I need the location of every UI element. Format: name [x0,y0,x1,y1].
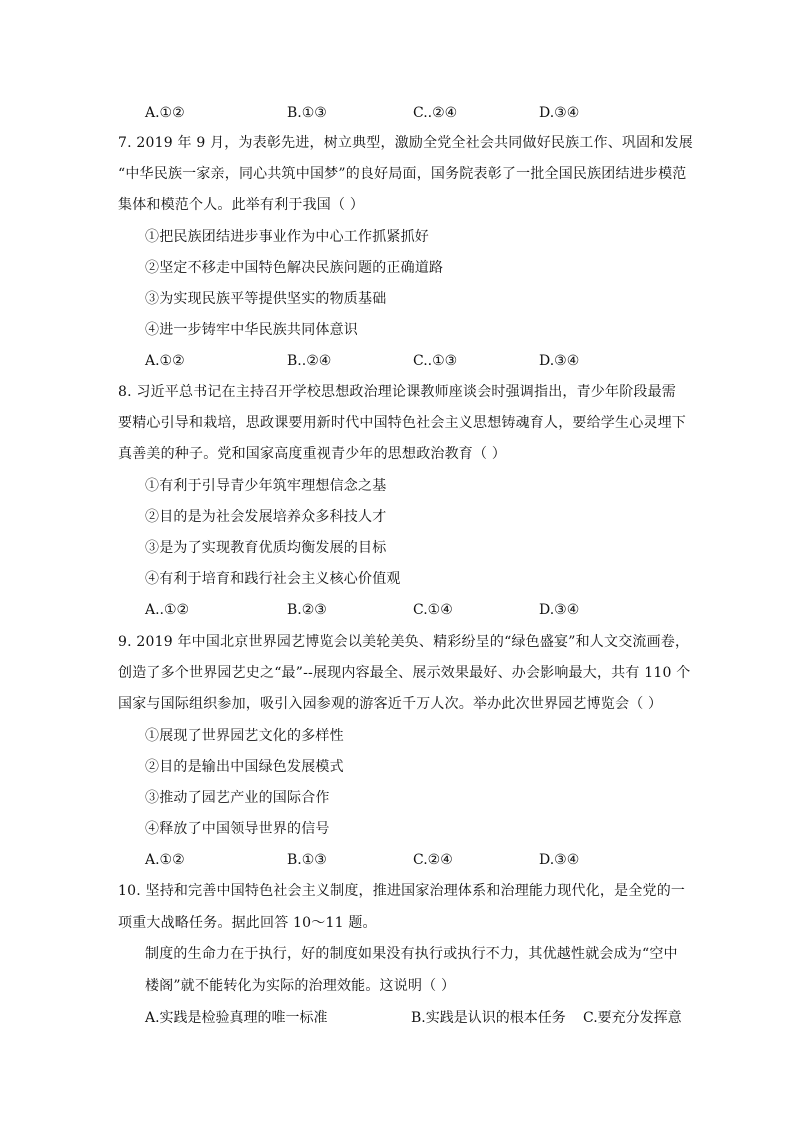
q7-item: ①把民族团结进步事业作为中心工作抓紧抓好 [145,229,429,245]
q6-option-a: A.①② [145,105,185,121]
q7-option-d: D.③④ [539,353,580,369]
q7-options [145,351,705,371]
q10-option-c: C.要充分发挥意 [583,1010,682,1026]
q6-option-b: B.①③ [287,105,327,121]
q7-option-b: B..②④ [287,353,332,369]
q7-item: ④进一步铸牢中华民族共同体意识 [145,322,358,338]
q8-option-a: A..①② [145,602,190,618]
q7-item: ③为实现民族平等提供坚实的物质基础 [145,291,387,307]
q8-option-d: D.③④ [539,602,580,618]
q8-item: ①有利于引导青少年筑牢理想信念之基 [145,478,387,494]
q7-option-a: A.①② [145,353,185,369]
q9-option-b: B.①③ [287,852,327,868]
q9-option-c: C.②④ [413,852,453,868]
q6-options [145,103,705,123]
q8-item: ④有利于培育和践行社会主义核心价值观 [145,571,401,587]
q8-item: ②目的是为社会发展培养众多科技人才 [145,509,387,525]
q7-stem-line: 集体和模范个人。此举有利于我国（ ） [118,197,365,213]
q7-stem-line: 7. 2019 年 9 月，为表彰先进，树立典型，激励全党全社会共同做好民族工作、巩固和发展 [118,135,693,151]
q8-item: ③是为了实现教育优质均衡发展的目标 [145,540,387,556]
q7-item: ②坚定不移走中国特色解决民族问题的正确道路 [145,260,444,276]
q8-stem-line: 8. 习近平总书记在主持召开学校思想政治理论课教师座谈会时强调指出，青少年阶段最需 [118,384,677,400]
q10-question-line: 制度的生命力在于执行，好的制度如果没有执行或执行不力，其优越性就会成为“空中 [145,946,678,962]
q8-options [145,600,705,620]
q9-options [145,850,705,870]
q8-stem-line: 真善美的种子。党和国家高度重视青少年的思想政治教育（ ） [118,446,507,462]
q10-option-b: B.实践是认识的根本任务 [411,1010,566,1026]
q10-stem-line: 项重大战略任务。据此回答 10～11 题。 [118,915,377,931]
q8-stem-line: 要精心引导和栽培，思政课要用新时代中国特色社会主义思想铸魂育人，要给学生心灵埋下 [118,415,686,431]
q9-item: ③推动了园艺产业的国际合作 [145,790,330,806]
q9-stem-line: 创造了多个世界园艺史之“最”--展现内容最全、展示效果最好、办会影响最大，共有 110 个 [118,665,691,681]
q8-option-b: B.②③ [287,602,327,618]
q9-item: ②目的是输出中国绿色发展模式 [145,759,344,775]
q9-item: ①展现了世界园艺文化的多样性 [145,728,344,744]
q10-option-a: A.实践是检验真理的唯一标准 [145,1010,328,1026]
q9-stem-line: 国家与国际组织参加，吸引入园参观的游客近千万人次。举办此次世界园艺博览会（ ） [118,696,663,712]
q6-option-c: C..②④ [413,105,458,121]
q9-option-d: D.③④ [539,852,580,868]
q8-option-c: C.①④ [413,602,453,618]
q10-question-line: 楼阁”就不能转化为实际的治理效能。这说明（ ） [145,978,456,994]
q7-option-c: C..①③ [413,353,458,369]
q9-item: ④释放了中国领导世界的信号 [145,821,330,837]
q10-stem-line: 10. 坚持和完善中国特色社会主义制度，推进国家治理体系和治理能力现代化，是全党的一 [118,883,686,899]
q7-stem-line: “中华民族一家亲，同心共筑中国梦”的良好局面，国务院表彰了一批全国民族团结进步模范 [118,166,687,182]
q9-option-a: A.①② [145,852,185,868]
q9-stem-line: 9. 2019 年中国北京世界园艺博览会以美轮美奂、精彩纷呈的“绿色盛宴”和人文交流画卷， [118,634,690,650]
q6-option-d: D.③④ [539,105,580,121]
